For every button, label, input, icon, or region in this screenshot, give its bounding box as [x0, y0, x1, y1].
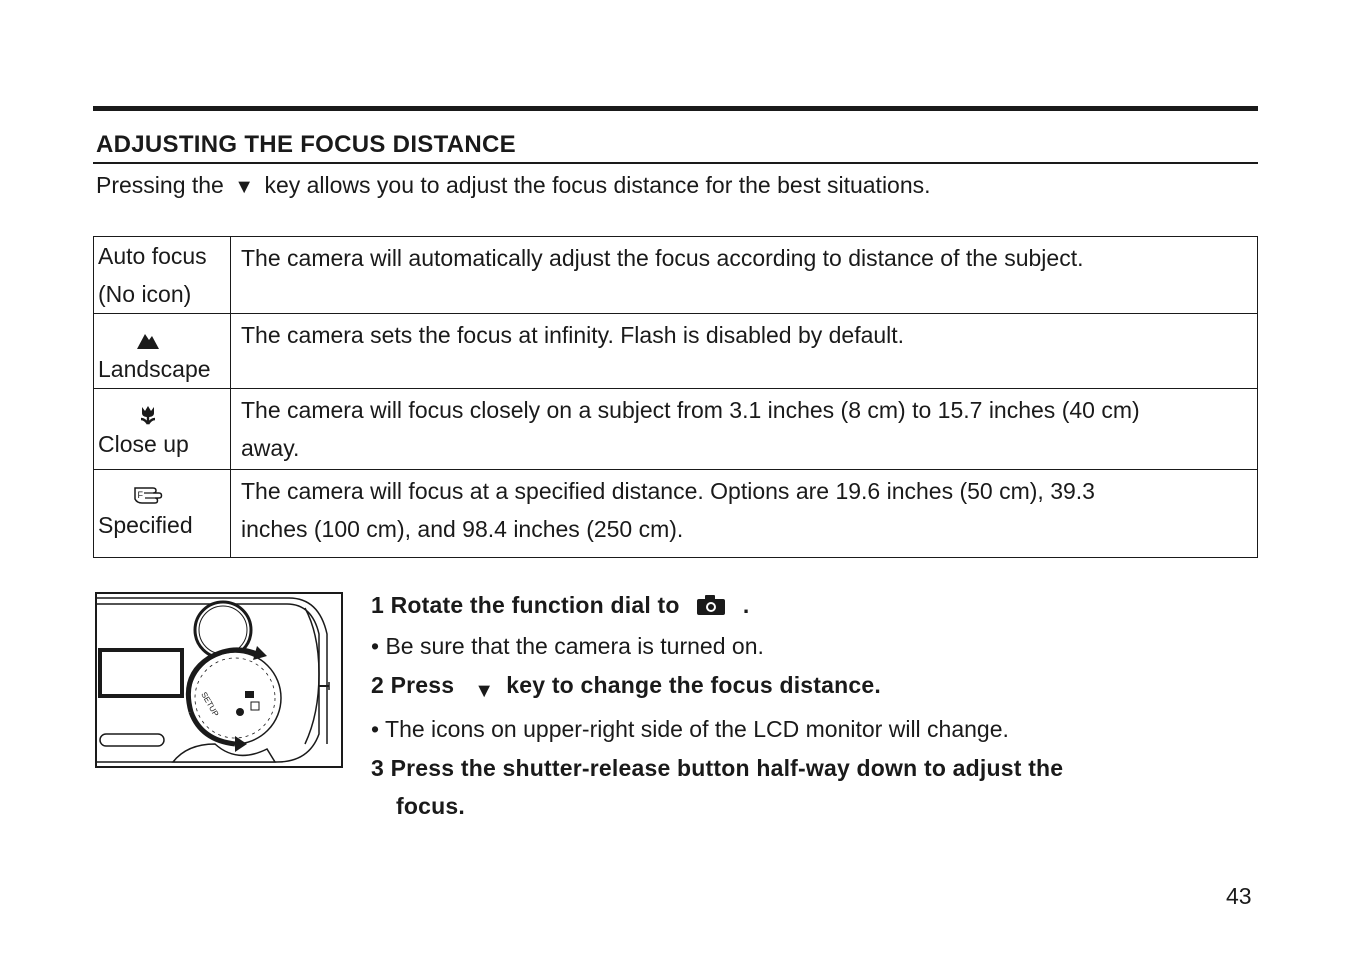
mode-cell	[94, 314, 231, 389]
section-heading: ADJUSTING THE FOCUS DISTANCE	[96, 131, 516, 158]
mode-cell	[94, 389, 231, 470]
mountain-icon	[98, 314, 198, 350]
intro-text	[96, 172, 931, 199]
step-1-end: .	[742, 592, 750, 618]
description-text-cont: inches (100 cm), and 98.4 inches (250 cm).	[241, 516, 684, 542]
mode-name: Auto focus	[98, 243, 207, 269]
down-key-glyph: ▼	[234, 176, 255, 198]
mode-description	[231, 237, 1258, 314]
description-text: The camera will automatically adjust the focus according to distance of the subject.	[241, 245, 1084, 271]
instruction-steps	[371, 586, 1261, 825]
note-2: • The icons on upper-right side of the LCD monitor will change.	[371, 716, 1009, 742]
focus-mode-table	[93, 236, 1258, 558]
mode-description	[231, 314, 1258, 389]
step-2-before: 2 Press	[371, 672, 455, 698]
note-1: • Be sure that the camera is turned on.	[371, 633, 764, 659]
intro-after: key allows you to adjust the focus distance for the best situations.	[264, 172, 931, 198]
step-1-text: 1 Rotate the function dial to	[371, 592, 680, 618]
description-text: The camera will focus closely on a subject from 3.1 inches (8 cm) to 15.7 inches (40 cm)	[241, 397, 1140, 423]
mode-cell	[94, 237, 231, 314]
step-2	[371, 666, 1261, 710]
specified-focus-hand-icon	[98, 470, 198, 506]
table-row-close-up	[94, 389, 1258, 470]
mode-name-sub: (No icon)	[98, 281, 192, 307]
step-3: 3 Press the shutter-release button half-way down to adjust the	[371, 755, 1064, 781]
step-1	[371, 586, 1261, 627]
table-row-landscape	[94, 314, 1258, 389]
mode-name: Specified	[98, 512, 193, 538]
mode-description	[231, 389, 1258, 470]
intro-before: Pressing the	[96, 172, 224, 198]
down-key-glyph: ▼	[474, 680, 495, 702]
mode-cell	[94, 470, 231, 558]
table-row-auto-focus	[94, 237, 1258, 314]
page-number: 43	[1226, 883, 1252, 909]
camera-icon	[696, 589, 726, 627]
dial-setup-label: SETUP	[199, 690, 221, 719]
description-text: The camera will focus at a specified distance. Options are 19.6 inches (50 cm), 39.3	[241, 478, 1095, 504]
top-rule	[93, 106, 1258, 111]
svg-text:F: F	[137, 489, 143, 500]
macro-flower-icon	[98, 389, 198, 425]
mode-description	[231, 470, 1258, 558]
description-text-cont: away.	[241, 435, 300, 461]
description-text: The camera sets the focus at infinity. Flash is disabled by default.	[241, 322, 905, 348]
camera-function-dial-illustration	[95, 592, 343, 768]
table-row-specified	[94, 470, 1258, 558]
step-2-after: key to change the focus distance.	[506, 672, 881, 698]
heading-rule	[93, 162, 1258, 164]
mode-name: Close up	[98, 431, 189, 457]
mode-name: Landscape	[98, 356, 211, 382]
step-3-cont: focus.	[396, 793, 465, 819]
